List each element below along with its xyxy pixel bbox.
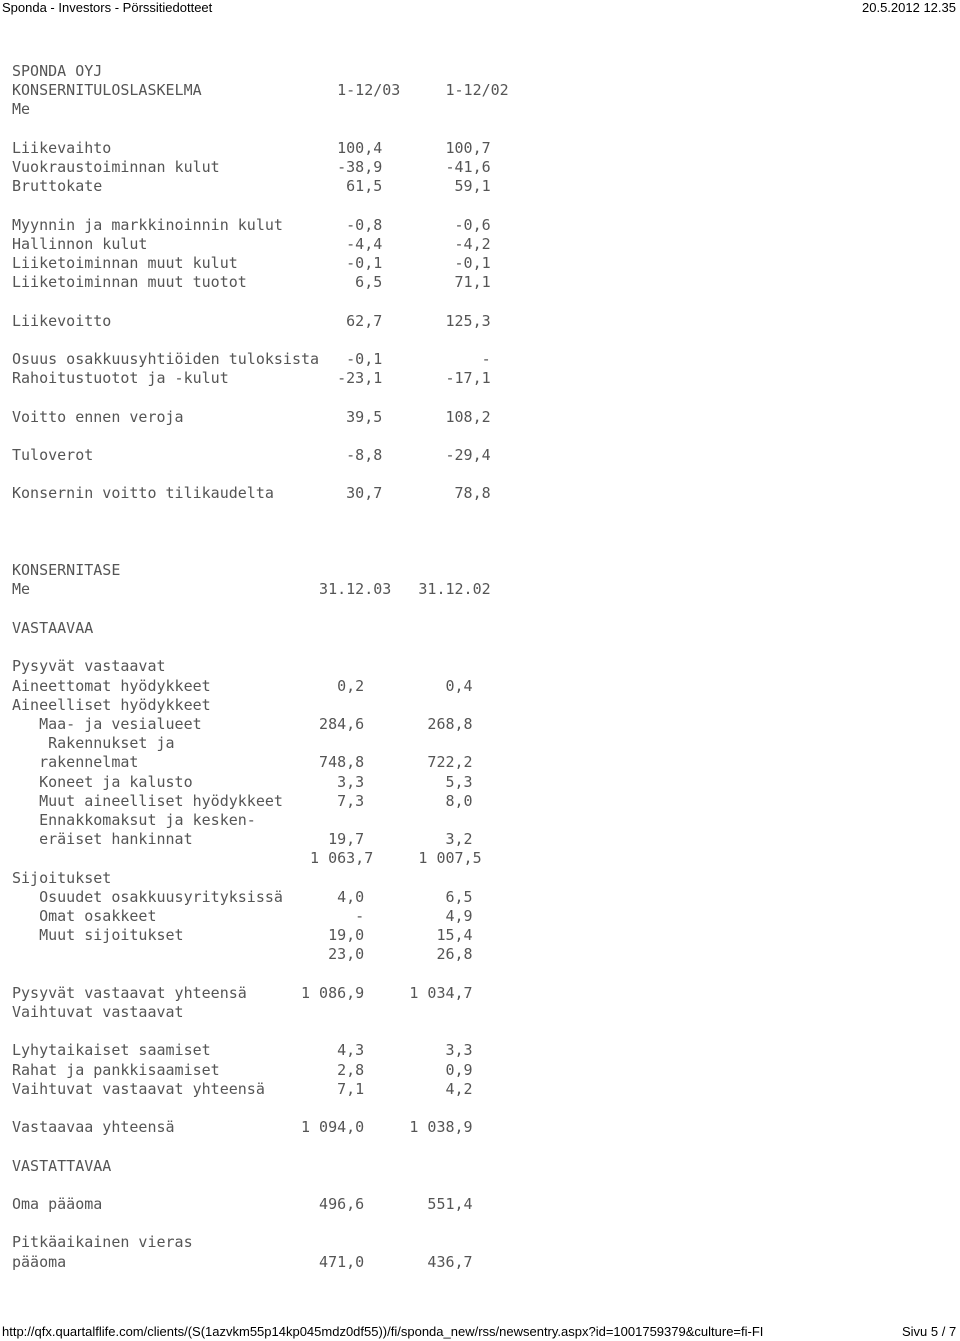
statement-line: eräiset hankinnat 19,7 3,2	[12, 830, 473, 849]
statement-line: rakennelmat 748,8 722,2	[12, 753, 473, 772]
statement-line: Maa- ja vesialueet 284,6 268,8	[12, 714, 473, 733]
statement-line: 1 063,7 1 007,5	[12, 849, 482, 868]
print-datetime: 20.5.2012 12.35	[862, 0, 956, 15]
statement-line: Me	[12, 100, 31, 119]
financial-statement-text	[12, 62, 509, 1272]
statement-line: Muut sijoitukset 19,0 15,4	[12, 926, 473, 945]
statement-line: Osuus osakkuusyhtiöiden tuloksista -0,1 -	[12, 350, 491, 369]
page-number: Sivu 5 / 7	[902, 1324, 957, 1339]
statement-line	[12, 1214, 509, 1233]
statement-line	[12, 388, 509, 407]
page-title: Sponda - Investors - Pörssitiedotteet	[2, 0, 213, 15]
statement-line: Oma pääoma 496,6 551,4	[12, 1194, 473, 1213]
page-footer	[0, 1324, 960, 1341]
page-header	[0, 0, 960, 16]
statement-line	[12, 600, 509, 619]
statement-line: Vastaavaa yhteensä 1 094,0 1 038,9	[12, 1118, 473, 1137]
statement-line	[12, 542, 509, 561]
statement-line: Osuudet osakkuusyrityksissä 4,0 6,5	[12, 887, 473, 906]
statement-line: Liikevoitto 62,7 125,3	[12, 311, 491, 330]
statement-line: VASTAAVAA	[12, 618, 94, 637]
statement-line: pääoma 471,0 436,7	[12, 1252, 473, 1271]
statement-line: Lyhytaikaiset saamiset 4,3 3,3	[12, 1041, 473, 1060]
statement-line	[12, 465, 509, 484]
statement-line	[12, 1099, 509, 1118]
statement-line: KONSERNITULOSLASKELMA 1-12/03 1-12/02	[12, 81, 509, 100]
statement-line: Rahat ja pankkisaamiset 2,8 0,9	[12, 1060, 473, 1079]
statement-line: Bruttokate 61,5 59,1	[12, 177, 491, 196]
statement-line: Rahoitustuotot ja -kulut -23,1 -17,1	[12, 369, 491, 388]
statement-line: Voitto ennen veroja 39,5 108,2	[12, 407, 491, 426]
statement-line: Vaihtuvat vastaavat yhteensä 7,1 4,2	[12, 1079, 473, 1098]
statement-line	[12, 427, 509, 446]
statement-line: Liikevaihto 100,4 100,7	[12, 138, 491, 157]
source-url: http://qfx.quartalflife.com/clients/(S(1azvkm55p14kp045mdz0df55))/fi/sponda_new/rss/newsentry.aspx?id=1001759379&culture=fi-FI	[2, 1324, 764, 1339]
statement-line	[12, 1022, 509, 1041]
statement-line: Aineettomat hyödykkeet 0,2 0,4	[12, 676, 473, 695]
statement-line	[12, 965, 509, 984]
statement-line	[12, 331, 509, 350]
statement-line: Pitkäaikainen vieras	[12, 1233, 193, 1252]
statement-line	[12, 292, 509, 311]
statement-line: Me 31.12.03 31.12.02	[12, 580, 491, 599]
statement-line: Liiketoiminnan muut kulut -0,1 -0,1	[12, 254, 491, 273]
statement-line: Liiketoiminnan muut tuotot 6,5 71,1	[12, 273, 491, 292]
statement-line	[12, 120, 509, 139]
statement-line	[12, 504, 509, 523]
statement-line: Hallinnon kulut -4,4 -4,2	[12, 234, 491, 253]
statement-line: Konsernin voitto tilikaudelta 30,7 78,8	[12, 484, 491, 503]
statement-line: Vuokraustoiminnan kulut -38,9 -41,6	[12, 158, 491, 177]
statement-line	[12, 523, 509, 542]
statement-line	[12, 196, 509, 215]
statement-line: 23,0 26,8	[12, 945, 473, 964]
statement-line: Aineelliset hyödykkeet	[12, 695, 211, 714]
statement-line: SPONDA OYJ	[12, 62, 103, 80]
statement-line: Omat osakkeet - 4,9	[12, 906, 473, 925]
statement-line: Vaihtuvat vastaavat	[12, 1002, 184, 1021]
statement-line: Rakennukset ja	[12, 734, 175, 753]
statement-line: KONSERNITASE	[12, 561, 121, 580]
statement-line: Tuloverot -8,8 -29,4	[12, 446, 491, 465]
statement-line	[12, 638, 509, 657]
statement-line: Pysyvät vastaavat	[12, 657, 166, 676]
statement-line	[12, 1176, 509, 1195]
statement-line: Sijoitukset	[12, 868, 112, 887]
statement-line: VASTATTAVAA	[12, 1156, 112, 1175]
statement-line: Pysyvät vastaavat yhteensä 1 086,9 1 034,7	[12, 983, 473, 1002]
statement-line: Myynnin ja markkinoinnin kulut -0,8 -0,6	[12, 215, 491, 234]
statement-line: Koneet ja kalusto 3,3 5,3	[12, 772, 473, 791]
statement-line	[12, 1137, 509, 1156]
statement-line: Ennakkomaksut ja kesken-	[12, 810, 256, 829]
statement-line: Muut aineelliset hyödykkeet 7,3 8,0	[12, 791, 473, 810]
